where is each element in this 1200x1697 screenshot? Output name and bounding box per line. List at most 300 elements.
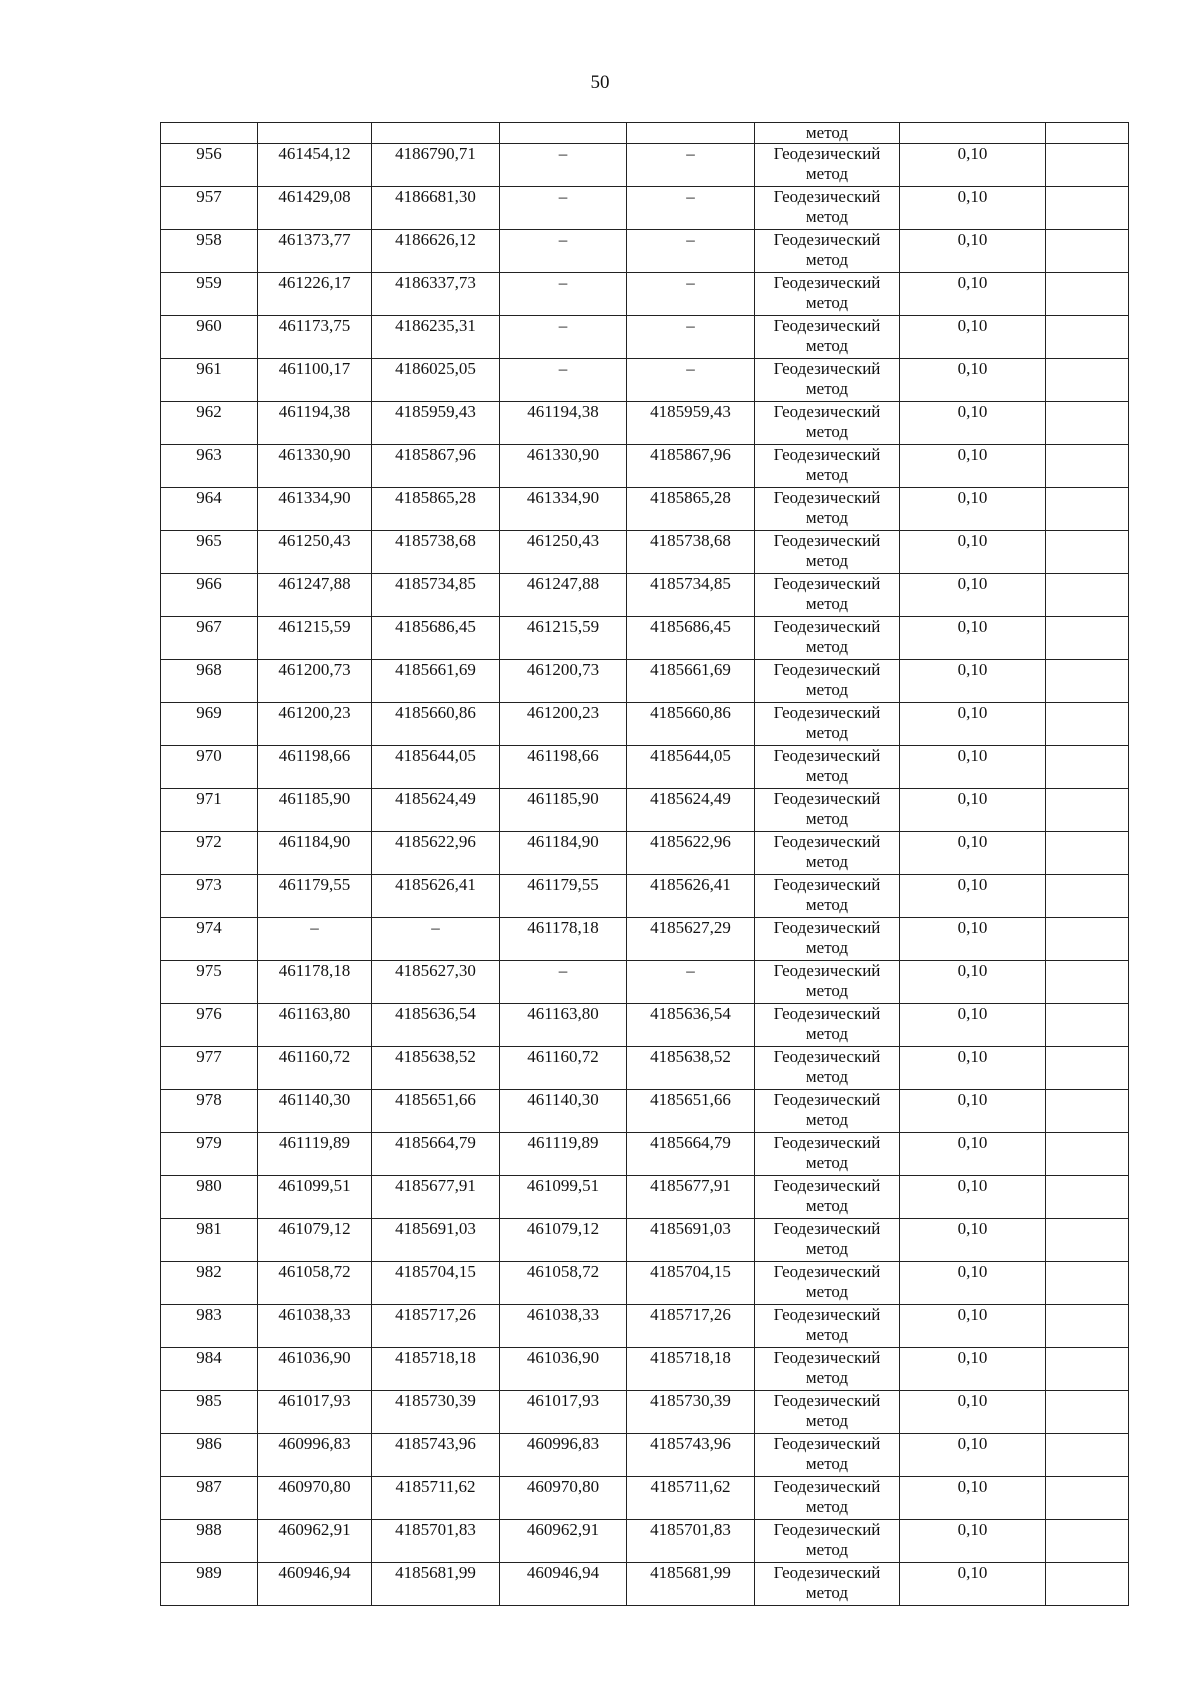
existing-y-cell: – bbox=[372, 918, 500, 961]
table-row bbox=[161, 488, 1129, 531]
existing-y-cell: 4185622,96 bbox=[372, 832, 500, 875]
method-cell bbox=[755, 273, 900, 316]
continuation-cell bbox=[627, 123, 755, 144]
refined-y-cell: 4185743,96 bbox=[627, 1434, 755, 1477]
note-cell bbox=[1046, 316, 1129, 359]
refined-x-cell: – bbox=[500, 230, 627, 273]
method-cell bbox=[755, 488, 900, 531]
table-row bbox=[161, 187, 1129, 230]
accuracy-cell: 0,10 bbox=[900, 359, 1046, 402]
method-line-2: метод bbox=[805, 1540, 849, 1559]
method-line-2: метод bbox=[805, 981, 849, 1000]
method-line-1: Геодезический bbox=[773, 961, 881, 980]
existing-y-cell: 4185701,83 bbox=[372, 1520, 500, 1563]
accuracy-cell: 0,10 bbox=[900, 1004, 1046, 1047]
continuation-row bbox=[161, 123, 1129, 144]
note-cell bbox=[1046, 230, 1129, 273]
point-number-cell: 988 bbox=[161, 1520, 258, 1563]
point-number-cell: 961 bbox=[161, 359, 258, 402]
accuracy-cell: 0,10 bbox=[900, 1563, 1046, 1606]
method-line-2: метод bbox=[805, 1583, 849, 1602]
refined-x-cell: 461036,90 bbox=[500, 1348, 627, 1391]
note-cell bbox=[1046, 1563, 1129, 1606]
note-cell bbox=[1046, 488, 1129, 531]
table-row bbox=[161, 531, 1129, 574]
method-line-2: метод bbox=[805, 508, 849, 527]
method-cell bbox=[755, 359, 900, 402]
table-row bbox=[161, 832, 1129, 875]
existing-y-cell: 4185691,03 bbox=[372, 1219, 500, 1262]
method-line-1: Геодезический bbox=[773, 1047, 881, 1066]
existing-x-cell: 460996,83 bbox=[258, 1434, 372, 1477]
accuracy-cell: 0,10 bbox=[900, 789, 1046, 832]
accuracy-cell: 0,10 bbox=[900, 1520, 1046, 1563]
accuracy-cell: 0,10 bbox=[900, 1477, 1046, 1520]
existing-x-cell: 461198,66 bbox=[258, 746, 372, 789]
table-row bbox=[161, 273, 1129, 316]
method-line-1: Геодезический bbox=[773, 359, 881, 378]
note-cell bbox=[1046, 1090, 1129, 1133]
method-cell bbox=[755, 1434, 900, 1477]
refined-x-cell: 461099,51 bbox=[500, 1176, 627, 1219]
continuation-cell bbox=[500, 123, 627, 144]
existing-x-cell: 461334,90 bbox=[258, 488, 372, 531]
method-line-2: метод bbox=[805, 336, 849, 355]
accuracy-cell: 0,10 bbox=[900, 273, 1046, 316]
note-cell bbox=[1046, 187, 1129, 230]
accuracy-cell: 0,10 bbox=[900, 144, 1046, 187]
accuracy-cell: 0,10 bbox=[900, 1047, 1046, 1090]
refined-y-cell: 4185644,05 bbox=[627, 746, 755, 789]
continuation-cell bbox=[900, 123, 1046, 144]
refined-y-cell: – bbox=[627, 961, 755, 1004]
method-line-2: метод bbox=[805, 1153, 849, 1172]
method-cell bbox=[755, 1219, 900, 1262]
method-line-1: Геодезический bbox=[773, 445, 881, 464]
point-number-cell: 962 bbox=[161, 402, 258, 445]
refined-x-cell: – bbox=[500, 316, 627, 359]
refined-y-cell: 4185677,91 bbox=[627, 1176, 755, 1219]
note-cell bbox=[1046, 531, 1129, 574]
existing-x-cell: 461017,93 bbox=[258, 1391, 372, 1434]
refined-y-cell: 4185738,68 bbox=[627, 531, 755, 574]
method-cell bbox=[755, 832, 900, 875]
method-line-1: Геодезический bbox=[773, 187, 881, 206]
method-cell bbox=[755, 660, 900, 703]
refined-y-cell: 4185660,86 bbox=[627, 703, 755, 746]
method-cell bbox=[755, 1305, 900, 1348]
method-cell bbox=[755, 402, 900, 445]
method-line-1: Геодезический bbox=[773, 617, 881, 636]
refined-x-cell: 461185,90 bbox=[500, 789, 627, 832]
continuation-cell bbox=[372, 123, 500, 144]
refined-x-cell: 461250,43 bbox=[500, 531, 627, 574]
point-number-cell: 969 bbox=[161, 703, 258, 746]
accuracy-cell: 0,10 bbox=[900, 531, 1046, 574]
existing-x-cell: 461194,38 bbox=[258, 402, 372, 445]
method-cell bbox=[755, 961, 900, 1004]
point-number-cell: 989 bbox=[161, 1563, 258, 1606]
method-cell bbox=[755, 1176, 900, 1219]
refined-x-cell: 460946,94 bbox=[500, 1563, 627, 1606]
accuracy-cell: 0,10 bbox=[900, 617, 1046, 660]
note-cell bbox=[1046, 1219, 1129, 1262]
table-row bbox=[161, 617, 1129, 660]
table-row bbox=[161, 875, 1129, 918]
note-cell bbox=[1046, 875, 1129, 918]
method-line-1: Геодезический bbox=[773, 1477, 881, 1496]
accuracy-cell: 0,10 bbox=[900, 1305, 1046, 1348]
method-line-2: метод bbox=[805, 895, 849, 914]
point-number-cell: 979 bbox=[161, 1133, 258, 1176]
method-line-1: Геодезический bbox=[773, 789, 881, 808]
coordinates-table bbox=[160, 122, 1129, 1606]
refined-x-cell: 461119,89 bbox=[500, 1133, 627, 1176]
existing-x-cell: 460970,80 bbox=[258, 1477, 372, 1520]
note-cell bbox=[1046, 789, 1129, 832]
note-cell bbox=[1046, 961, 1129, 1004]
table-row bbox=[161, 144, 1129, 187]
note-cell bbox=[1046, 1262, 1129, 1305]
existing-x-cell: 461036,90 bbox=[258, 1348, 372, 1391]
note-cell bbox=[1046, 1047, 1129, 1090]
refined-x-cell: 461163,80 bbox=[500, 1004, 627, 1047]
refined-y-cell: – bbox=[627, 230, 755, 273]
point-number-cell: 959 bbox=[161, 273, 258, 316]
existing-y-cell: 4185627,30 bbox=[372, 961, 500, 1004]
refined-y-cell: 4185734,85 bbox=[627, 574, 755, 617]
refined-x-cell: 461160,72 bbox=[500, 1047, 627, 1090]
note-cell bbox=[1046, 1477, 1129, 1520]
refined-y-cell: 4185626,41 bbox=[627, 875, 755, 918]
note-cell bbox=[1046, 574, 1129, 617]
accuracy-cell: 0,10 bbox=[900, 574, 1046, 617]
existing-x-cell: 461178,18 bbox=[258, 961, 372, 1004]
method-cell bbox=[755, 1391, 900, 1434]
existing-x-cell: 461373,77 bbox=[258, 230, 372, 273]
accuracy-cell: 0,10 bbox=[900, 402, 1046, 445]
existing-y-cell: 4185738,68 bbox=[372, 531, 500, 574]
refined-y-cell: 4185730,39 bbox=[627, 1391, 755, 1434]
refined-y-cell: – bbox=[627, 316, 755, 359]
method-line-2: метод bbox=[805, 723, 849, 742]
accuracy-cell: 0,10 bbox=[900, 1176, 1046, 1219]
method-line-1: Геодезический bbox=[773, 1305, 881, 1324]
note-cell bbox=[1046, 660, 1129, 703]
point-number-cell: 968 bbox=[161, 660, 258, 703]
accuracy-cell: 0,10 bbox=[900, 488, 1046, 531]
existing-y-cell: 4185626,41 bbox=[372, 875, 500, 918]
existing-y-cell: 4186337,73 bbox=[372, 273, 500, 316]
refined-y-cell: 4185622,96 bbox=[627, 832, 755, 875]
existing-y-cell: 4185638,52 bbox=[372, 1047, 500, 1090]
method-line-1: Геодезический bbox=[773, 660, 881, 679]
refined-y-cell: 4185636,54 bbox=[627, 1004, 755, 1047]
refined-x-cell: – bbox=[500, 144, 627, 187]
table-row bbox=[161, 359, 1129, 402]
existing-y-cell: 4185959,43 bbox=[372, 402, 500, 445]
table-row bbox=[161, 918, 1129, 961]
existing-y-cell: 4185717,26 bbox=[372, 1305, 500, 1348]
method-cell bbox=[755, 316, 900, 359]
refined-y-cell: 4185865,28 bbox=[627, 488, 755, 531]
point-number-cell: 977 bbox=[161, 1047, 258, 1090]
method-cell bbox=[755, 230, 900, 273]
table-row bbox=[161, 1219, 1129, 1262]
point-number-cell: 958 bbox=[161, 230, 258, 273]
method-line-2: метод bbox=[805, 852, 849, 871]
existing-y-cell: 4185718,18 bbox=[372, 1348, 500, 1391]
table-row bbox=[161, 1520, 1129, 1563]
refined-x-cell: 461200,73 bbox=[500, 660, 627, 703]
method-line-1: Геодезический bbox=[773, 832, 881, 851]
existing-y-cell: 4186626,12 bbox=[372, 230, 500, 273]
method-cell bbox=[755, 1262, 900, 1305]
accuracy-cell: 0,10 bbox=[900, 832, 1046, 875]
accuracy-cell: 0,10 bbox=[900, 230, 1046, 273]
refined-y-cell: 4185691,03 bbox=[627, 1219, 755, 1262]
method-line-1: Геодезический bbox=[773, 875, 881, 894]
existing-x-cell: 461038,33 bbox=[258, 1305, 372, 1348]
existing-x-cell: 461247,88 bbox=[258, 574, 372, 617]
method-line-1: Геодезический bbox=[773, 1348, 881, 1367]
method-line-2: метод bbox=[805, 1239, 849, 1258]
existing-x-cell: 461100,17 bbox=[258, 359, 372, 402]
point-number-cell: 982 bbox=[161, 1262, 258, 1305]
refined-y-cell: 4185701,83 bbox=[627, 1520, 755, 1563]
accuracy-cell: 0,10 bbox=[900, 1090, 1046, 1133]
method-cell bbox=[755, 789, 900, 832]
existing-y-cell: 4185867,96 bbox=[372, 445, 500, 488]
table-row bbox=[161, 1133, 1129, 1176]
existing-x-cell: 461200,73 bbox=[258, 660, 372, 703]
existing-y-cell: 4185743,96 bbox=[372, 1434, 500, 1477]
method-cell bbox=[755, 1563, 900, 1606]
method-line-1: Геодезический bbox=[773, 746, 881, 765]
point-number-cell: 966 bbox=[161, 574, 258, 617]
refined-x-cell: – bbox=[500, 187, 627, 230]
refined-x-cell: 461198,66 bbox=[500, 746, 627, 789]
method-line-2: метод bbox=[805, 594, 849, 613]
method-line-1: Геодезический bbox=[773, 1133, 881, 1152]
method-cell bbox=[755, 617, 900, 660]
method-line-2: метод bbox=[805, 637, 849, 656]
table-row bbox=[161, 1391, 1129, 1434]
method-cell bbox=[755, 1047, 900, 1090]
table-row bbox=[161, 316, 1129, 359]
table-row bbox=[161, 445, 1129, 488]
table-row bbox=[161, 1004, 1129, 1047]
method-cell bbox=[755, 1090, 900, 1133]
note-cell bbox=[1046, 445, 1129, 488]
accuracy-cell: 0,10 bbox=[900, 1391, 1046, 1434]
method-line-2: метод bbox=[805, 1454, 849, 1473]
table-row bbox=[161, 703, 1129, 746]
method-line-2: метод bbox=[805, 680, 849, 699]
refined-x-cell: 460996,83 bbox=[500, 1434, 627, 1477]
existing-x-cell: 461173,75 bbox=[258, 316, 372, 359]
continuation-cell bbox=[258, 123, 372, 144]
accuracy-cell: 0,10 bbox=[900, 1348, 1046, 1391]
note-cell bbox=[1046, 1004, 1129, 1047]
existing-x-cell: 461250,43 bbox=[258, 531, 372, 574]
refined-x-cell: 461079,12 bbox=[500, 1219, 627, 1262]
existing-y-cell: 4186790,71 bbox=[372, 144, 500, 187]
point-number-cell: 973 bbox=[161, 875, 258, 918]
accuracy-cell: 0,10 bbox=[900, 316, 1046, 359]
accuracy-cell: 0,10 bbox=[900, 1219, 1046, 1262]
existing-x-cell: 461226,17 bbox=[258, 273, 372, 316]
method-cell bbox=[755, 574, 900, 617]
existing-y-cell: 4185677,91 bbox=[372, 1176, 500, 1219]
method-line-2: метод bbox=[805, 164, 849, 183]
point-number-cell: 985 bbox=[161, 1391, 258, 1434]
refined-y-cell: 4185624,49 bbox=[627, 789, 755, 832]
note-cell bbox=[1046, 1176, 1129, 1219]
table-body bbox=[161, 123, 1129, 1606]
existing-y-cell: 4185661,69 bbox=[372, 660, 500, 703]
refined-y-cell: 4185627,29 bbox=[627, 918, 755, 961]
note-cell bbox=[1046, 617, 1129, 660]
note-cell bbox=[1046, 703, 1129, 746]
point-number-cell: 970 bbox=[161, 746, 258, 789]
point-number-cell: 987 bbox=[161, 1477, 258, 1520]
refined-y-cell: 4185717,26 bbox=[627, 1305, 755, 1348]
method-cell bbox=[755, 746, 900, 789]
method-line-1: Геодезический bbox=[773, 918, 881, 937]
existing-y-cell: 4185681,99 bbox=[372, 1563, 500, 1606]
table-row bbox=[161, 961, 1129, 1004]
method-line-1: Геодезический bbox=[773, 230, 881, 249]
existing-x-cell: 461119,89 bbox=[258, 1133, 372, 1176]
existing-y-cell: 4186235,31 bbox=[372, 316, 500, 359]
point-number-cell: 971 bbox=[161, 789, 258, 832]
method-line-1: Геодезический bbox=[773, 574, 881, 593]
method-line-2: метод bbox=[805, 1411, 849, 1430]
existing-y-cell: 4185651,66 bbox=[372, 1090, 500, 1133]
table-row bbox=[161, 574, 1129, 617]
note-cell bbox=[1046, 1391, 1129, 1434]
point-number-cell: 986 bbox=[161, 1434, 258, 1477]
refined-x-cell: – bbox=[500, 359, 627, 402]
method-line-1: Геодезический bbox=[773, 1434, 881, 1453]
refined-x-cell: 461194,38 bbox=[500, 402, 627, 445]
table-row bbox=[161, 789, 1129, 832]
method-line-2: метод bbox=[805, 250, 849, 269]
point-number-cell: 976 bbox=[161, 1004, 258, 1047]
point-number-cell: 957 bbox=[161, 187, 258, 230]
existing-y-cell: 4185730,39 bbox=[372, 1391, 500, 1434]
page-number: 50 bbox=[590, 72, 610, 93]
method-line-1: Геодезический bbox=[773, 1563, 881, 1582]
method-line-1: Геодезический bbox=[773, 402, 881, 421]
refined-x-cell: 461247,88 bbox=[500, 574, 627, 617]
refined-y-cell: 4185638,52 bbox=[627, 1047, 755, 1090]
accuracy-cell: 0,10 bbox=[900, 1133, 1046, 1176]
method-line-2: метод bbox=[805, 766, 849, 785]
existing-x-cell: 461215,59 bbox=[258, 617, 372, 660]
existing-x-cell: 461058,72 bbox=[258, 1262, 372, 1305]
method-line-2: метод bbox=[805, 1282, 849, 1301]
refined-y-cell: 4185681,99 bbox=[627, 1563, 755, 1606]
method-cell bbox=[755, 144, 900, 187]
method-line-2: метод bbox=[805, 938, 849, 957]
table-row bbox=[161, 1434, 1129, 1477]
refined-y-cell: – bbox=[627, 359, 755, 402]
point-number-cell: 963 bbox=[161, 445, 258, 488]
refined-x-cell: – bbox=[500, 273, 627, 316]
accuracy-cell: 0,10 bbox=[900, 1262, 1046, 1305]
method-line-2: метод bbox=[805, 551, 849, 570]
method-line-1: Геодезический bbox=[773, 488, 881, 507]
method-cell bbox=[755, 531, 900, 574]
method-line-1: Геодезический bbox=[773, 1090, 881, 1109]
refined-x-cell: 461058,72 bbox=[500, 1262, 627, 1305]
existing-x-cell: 461140,30 bbox=[258, 1090, 372, 1133]
refined-x-cell: 460962,91 bbox=[500, 1520, 627, 1563]
existing-y-cell: 4185644,05 bbox=[372, 746, 500, 789]
existing-x-cell: 460946,94 bbox=[258, 1563, 372, 1606]
existing-x-cell: 461179,55 bbox=[258, 875, 372, 918]
point-number-cell: 983 bbox=[161, 1305, 258, 1348]
table-row bbox=[161, 1176, 1129, 1219]
method-cell bbox=[755, 1520, 900, 1563]
method-line-1: Геодезический bbox=[773, 273, 881, 292]
refined-y-cell: 4185959,43 bbox=[627, 402, 755, 445]
continuation-cell bbox=[1046, 123, 1129, 144]
refined-y-cell: 4185661,69 bbox=[627, 660, 755, 703]
point-number-cell: 972 bbox=[161, 832, 258, 875]
point-number-cell: 965 bbox=[161, 531, 258, 574]
table-row bbox=[161, 402, 1129, 445]
accuracy-cell: 0,10 bbox=[900, 660, 1046, 703]
method-line-1: Геодезический bbox=[773, 1520, 881, 1539]
method-cell bbox=[755, 703, 900, 746]
table-row bbox=[161, 230, 1129, 273]
method-line-2: метод bbox=[805, 1024, 849, 1043]
method-line-2: метод bbox=[805, 1110, 849, 1129]
existing-x-cell: 461160,72 bbox=[258, 1047, 372, 1090]
existing-y-cell: 4186681,30 bbox=[372, 187, 500, 230]
note-cell bbox=[1046, 832, 1129, 875]
continuation-cell: метод bbox=[755, 123, 900, 144]
point-number-cell: 980 bbox=[161, 1176, 258, 1219]
table-row bbox=[161, 1262, 1129, 1305]
existing-y-cell: 4185686,45 bbox=[372, 617, 500, 660]
point-number-cell: 978 bbox=[161, 1090, 258, 1133]
note-cell bbox=[1046, 273, 1129, 316]
refined-y-cell: 4185704,15 bbox=[627, 1262, 755, 1305]
table-row bbox=[161, 1305, 1129, 1348]
note-cell bbox=[1046, 359, 1129, 402]
method-cell bbox=[755, 445, 900, 488]
table-row bbox=[161, 1563, 1129, 1606]
method-line-1: Геодезический bbox=[773, 703, 881, 722]
refined-y-cell: – bbox=[627, 144, 755, 187]
refined-y-cell: 4185651,66 bbox=[627, 1090, 755, 1133]
method-cell bbox=[755, 875, 900, 918]
note-cell bbox=[1046, 1520, 1129, 1563]
existing-y-cell: 4185734,85 bbox=[372, 574, 500, 617]
method-line-2: метод bbox=[805, 207, 849, 226]
existing-x-cell: – bbox=[258, 918, 372, 961]
existing-x-cell: 461099,51 bbox=[258, 1176, 372, 1219]
method-line-2: метод bbox=[805, 465, 849, 484]
refined-x-cell: 461334,90 bbox=[500, 488, 627, 531]
method-line-1: Геодезический bbox=[773, 1219, 881, 1238]
refined-y-cell: – bbox=[627, 273, 755, 316]
accuracy-cell: 0,10 bbox=[900, 746, 1046, 789]
